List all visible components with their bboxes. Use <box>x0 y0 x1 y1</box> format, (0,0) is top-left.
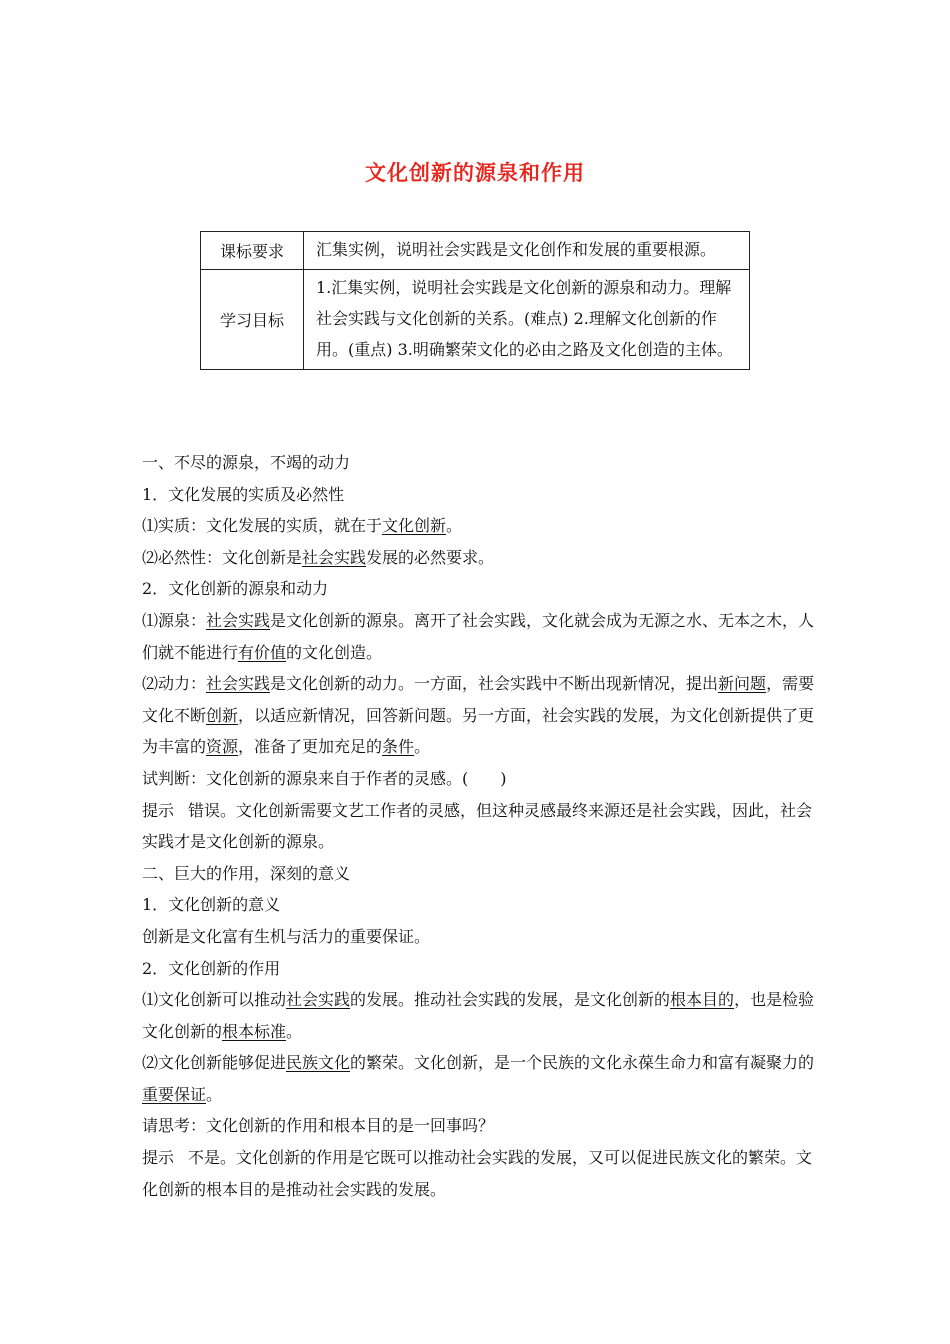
table-value: 汇集实例，说明社会实践是文化创作和发展的重要根源。 <box>304 232 750 270</box>
answer-blank: 社会实践 <box>206 610 271 630</box>
answer-blank: 重要保证 <box>142 1084 207 1104</box>
table-row <box>201 232 750 270</box>
paragraph: ⑵动力：社会实践是文化创新的动力。一方面，社会实践中不断出现新情况，提出新问题，需要文化不断创新，以适应新情况，回答新问题。另一方面，社会实践的发展，为文化创新提供了更为丰富的资源，准备了更加充足的条件。 <box>142 674 815 757</box>
table-key: 课标要求 <box>201 232 304 270</box>
hint: 提示 错误。文化创新需要文艺工作者的灵感，但这种灵感最终来源还是社会实践，因此，社会实践才是文化创新的源泉。 <box>142 800 813 852</box>
answer-blank: 有价值 <box>238 642 287 662</box>
document-body <box>142 447 817 1205</box>
subheading: 1．文化创新的意义 <box>142 895 281 915</box>
hint: 提示 不是。文化创新的作用是它既可以推动社会实践的发展，又可以促进民族文化的繁荣。文化创新的根本目的是推动社会实践的发展。 <box>142 1148 813 1199</box>
answer-blank: 资源 <box>206 737 239 757</box>
subheading: 1．文化发展的实质及必然性 <box>142 484 345 504</box>
answer-blank: 根本目的 <box>670 990 735 1010</box>
table-key: 学习目标 <box>201 270 304 370</box>
paragraph: ⑴实质：文化发展的实质，就在于文化创新。 <box>142 516 463 536</box>
answer-blank: 新问题 <box>718 674 767 694</box>
subheading: 2．文化创新的源泉和动力 <box>142 579 329 599</box>
page-title: 文化创新的源泉和作用 <box>365 161 585 185</box>
answer-blank: 社会实践 <box>302 547 367 567</box>
answer-blank: 社会实践 <box>286 990 351 1010</box>
answer-blank: 文化创新 <box>382 516 447 536</box>
think-question: 请思考：文化创新的作用和根本目的是一回事吗？ <box>142 1116 495 1136</box>
paragraph: ⑵文化创新能够促进民族文化的繁荣。文化创新，是一个民族的文化永葆生命力和富有凝聚力的重要保证。 <box>142 1053 815 1104</box>
answer-blank: 条件 <box>382 737 415 757</box>
table-value: 1.汇集实例，说明社会实践是文化创新的源泉和动力。理解社会实践与文化创新的关系。(难点) 2.理解文化创新的作用。(重点) 3.明确繁荣文化的必由之路及文化创造的主体。 <box>304 270 750 370</box>
requirements-table <box>200 231 750 370</box>
answer-blank: 根本标准 <box>222 1021 287 1041</box>
paragraph: 创新是文化富有生机与活力的重要保证。 <box>142 926 431 946</box>
section-heading: 二、巨大的作用，深刻的意义 <box>142 863 351 883</box>
paragraph: ⑵必然性：文化创新是社会实践发展的必然要求。 <box>142 547 495 567</box>
paragraph: ⑴文化创新可以推动社会实践的发展。推动社会实践的发展，是文化创新的根本目的，也是检验文化创新的根本标准。 <box>142 990 815 1041</box>
judge-question: 试判断：文化创新的源泉来自于作者的灵感。( ) <box>142 768 507 788</box>
subheading: 2．文化创新的作用 <box>142 958 281 978</box>
answer-blank: 创新 <box>206 705 239 725</box>
paragraph: ⑴源泉：社会实践是文化创新的源泉。离开了社会实践，文化就会成为无源之水、无本之木，人们就不能进行有价值的文化创造。 <box>142 610 815 662</box>
answer-blank: 社会实践 <box>206 674 271 694</box>
table-row <box>201 270 750 370</box>
section-heading: 一、不尽的源泉，不竭的动力 <box>142 453 351 472</box>
answer-blank: 民族文化 <box>286 1053 351 1073</box>
